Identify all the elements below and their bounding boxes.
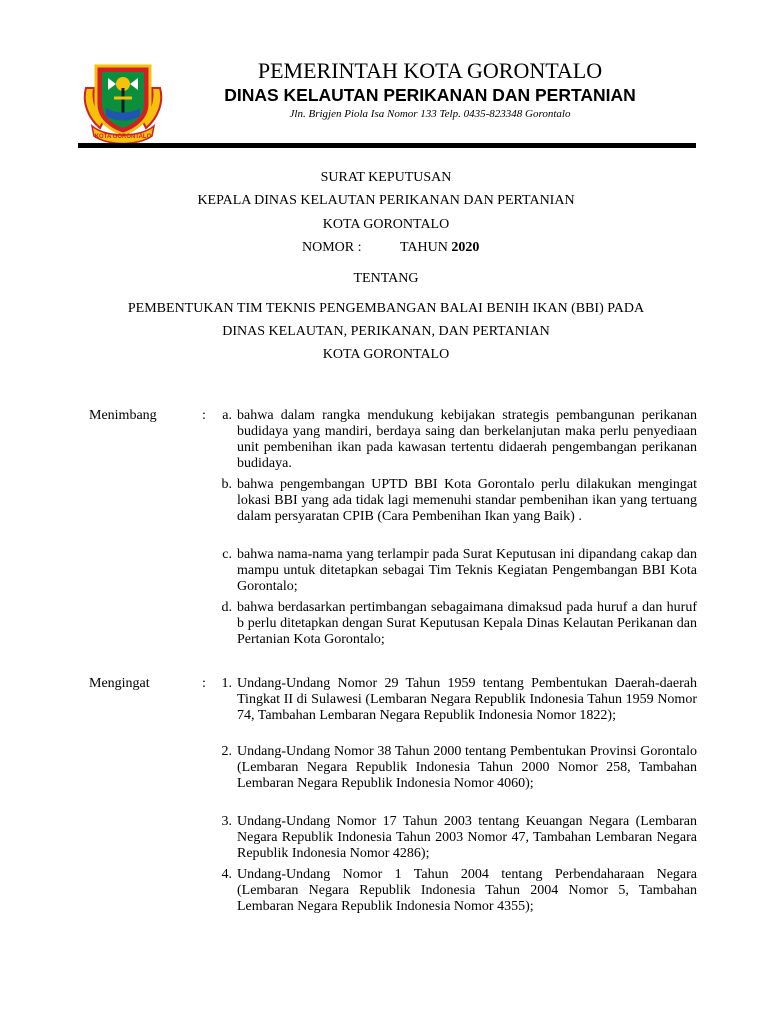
tahun-label: TAHUN: [400, 240, 448, 255]
menimbang-item-text: bahwa nama-nama yang terlampir pada Surat Keputusan ini dipandang cakap dan mampu untuk ditetapkan sebagai Tim Teknis Kegiatan Pengembangan BBI Kota Gorontalo;: [237, 547, 697, 594]
decree-city: KOTA GORONTALO: [322, 217, 450, 232]
letterhead-address: Jln. Brigjen Piola Isa Nomor 133 Telp. 0435-823348 Gorontalo: [289, 108, 571, 120]
menimbang-item-text: bahwa dalam rangka mendukung kebijakan strategis pembangunan perikanan budidaya yang mandiri, berdaya saing dan berkelanjutan maka perlu penyediaan unit pembenihan ikan pada kawasan tertentu didaerah pengembangan perikanan budidaya.: [237, 408, 697, 471]
menimbang-item-text: bahwa pengembangan UPTD BBI Kota Gorontalo perlu dilakukan mengingat lokasi BBI yang ada tidak lagi memenuhi standar pembenihan ikan yang tertuang dalam persyaratan CPIB (Cara Pembenihan Ikan yang Baik) .: [237, 477, 697, 524]
subject-line-3: KOTA GORONTALO: [322, 347, 450, 362]
menimbang-colon: :: [202, 408, 206, 423]
mengingat-item-text: Undang-Undang Nomor 29 Tahun 1959 tentang Pembentukan Daerah-daerah Tingkat II di Sulawesi (Lembaran Negara Republik Indonesia Tahun 1959 Nomor 74, Tambahan Lembaran Negara Republik Indonesia Nomor 1822);: [237, 676, 697, 723]
mengingat-colon: :: [202, 676, 206, 691]
menimbang-item-mark: b.: [221, 477, 232, 492]
mengingat-item-mark: 4.: [221, 867, 232, 882]
mengingat-item-text: Undang-Undang Nomor 1 Tahun 2004 tentang Perbendaharaan Negara (Lembaran Negara Republik Indonesia Tahun 2004 Nomor 5, Tambahan Lembaran Negara Republik Indonesia Nomor 4355);: [237, 867, 697, 914]
nomor-label: NOMOR :: [302, 240, 362, 255]
menimbang-label: Menimbang: [89, 408, 157, 423]
tahun-field: [400, 239, 479, 257]
tentang-heading: TENTANG: [353, 271, 419, 286]
decree-number-line: [80, 239, 692, 257]
menimbang-item-mark: c.: [222, 547, 232, 562]
subject-line-2: DINAS KELAUTAN, PERIKANAN, DAN PERTANIAN: [222, 324, 550, 339]
menimbang-item-mark: a.: [222, 408, 232, 423]
letterhead-title: PEMERINTAH KOTA GORONTALO: [257, 58, 603, 83]
mengingat-item-mark: 2.: [221, 744, 232, 759]
subject-line-1: PEMBENTUKAN TIM TEKNIS PENGEMBANGAN BALAI BENIH IKAN (BBI) PADA: [127, 301, 645, 316]
mengingat-item-mark: 1.: [221, 676, 232, 691]
emblem-ribbon-text: KOTA GORONTALO: [94, 134, 152, 140]
menimbang-item-text: bahwa berdasarkan pertimbangan sebagaimana dimaksud pada huruf a dan huruf b perlu ditetapkan dengan Surat Keputusan Kepala Dinas Kelautan Perikanan dan Pertanian Kota Gorontalo;: [237, 600, 697, 647]
mengingat-item-text: Undang-Undang Nomor 38 Tahun 2000 tentang Pembentukan Provinsi Gorontalo (Lembaran Negara Republik Indonesia Tahun 2000 Nomor 258, Tambahan Lembaran Negara Republik Indonesia Nomor 4060);: [237, 744, 697, 791]
tahun-value: 2020: [451, 240, 480, 255]
mengingat-label: Mengingat: [89, 676, 150, 691]
mengingat-item-text: Undang-Undang Nomor 17 Tahun 2003 tentang Keuangan Negara (Lembaran Negara Republik Indonesia Tahun 2003 Nomor 47, Tambahan Lembaran Negara Republik Indonesia Nomor 4286);: [237, 814, 697, 861]
decree-issuer: KEPALA DINAS KELAUTAN PERIKANAN DAN PERTANIAN: [197, 193, 575, 208]
letterhead-divider: [78, 143, 696, 148]
mengingat-item-mark: 3.: [221, 814, 232, 829]
letterhead-subtitle: DINAS KELAUTAN PERIKANAN DAN PERTANIAN: [224, 85, 636, 105]
decree-title: SURAT KEPUTUSAN: [320, 170, 452, 185]
gorontalo-city-emblem: [80, 58, 166, 144]
menimbang-item-mark: d.: [221, 600, 232, 615]
